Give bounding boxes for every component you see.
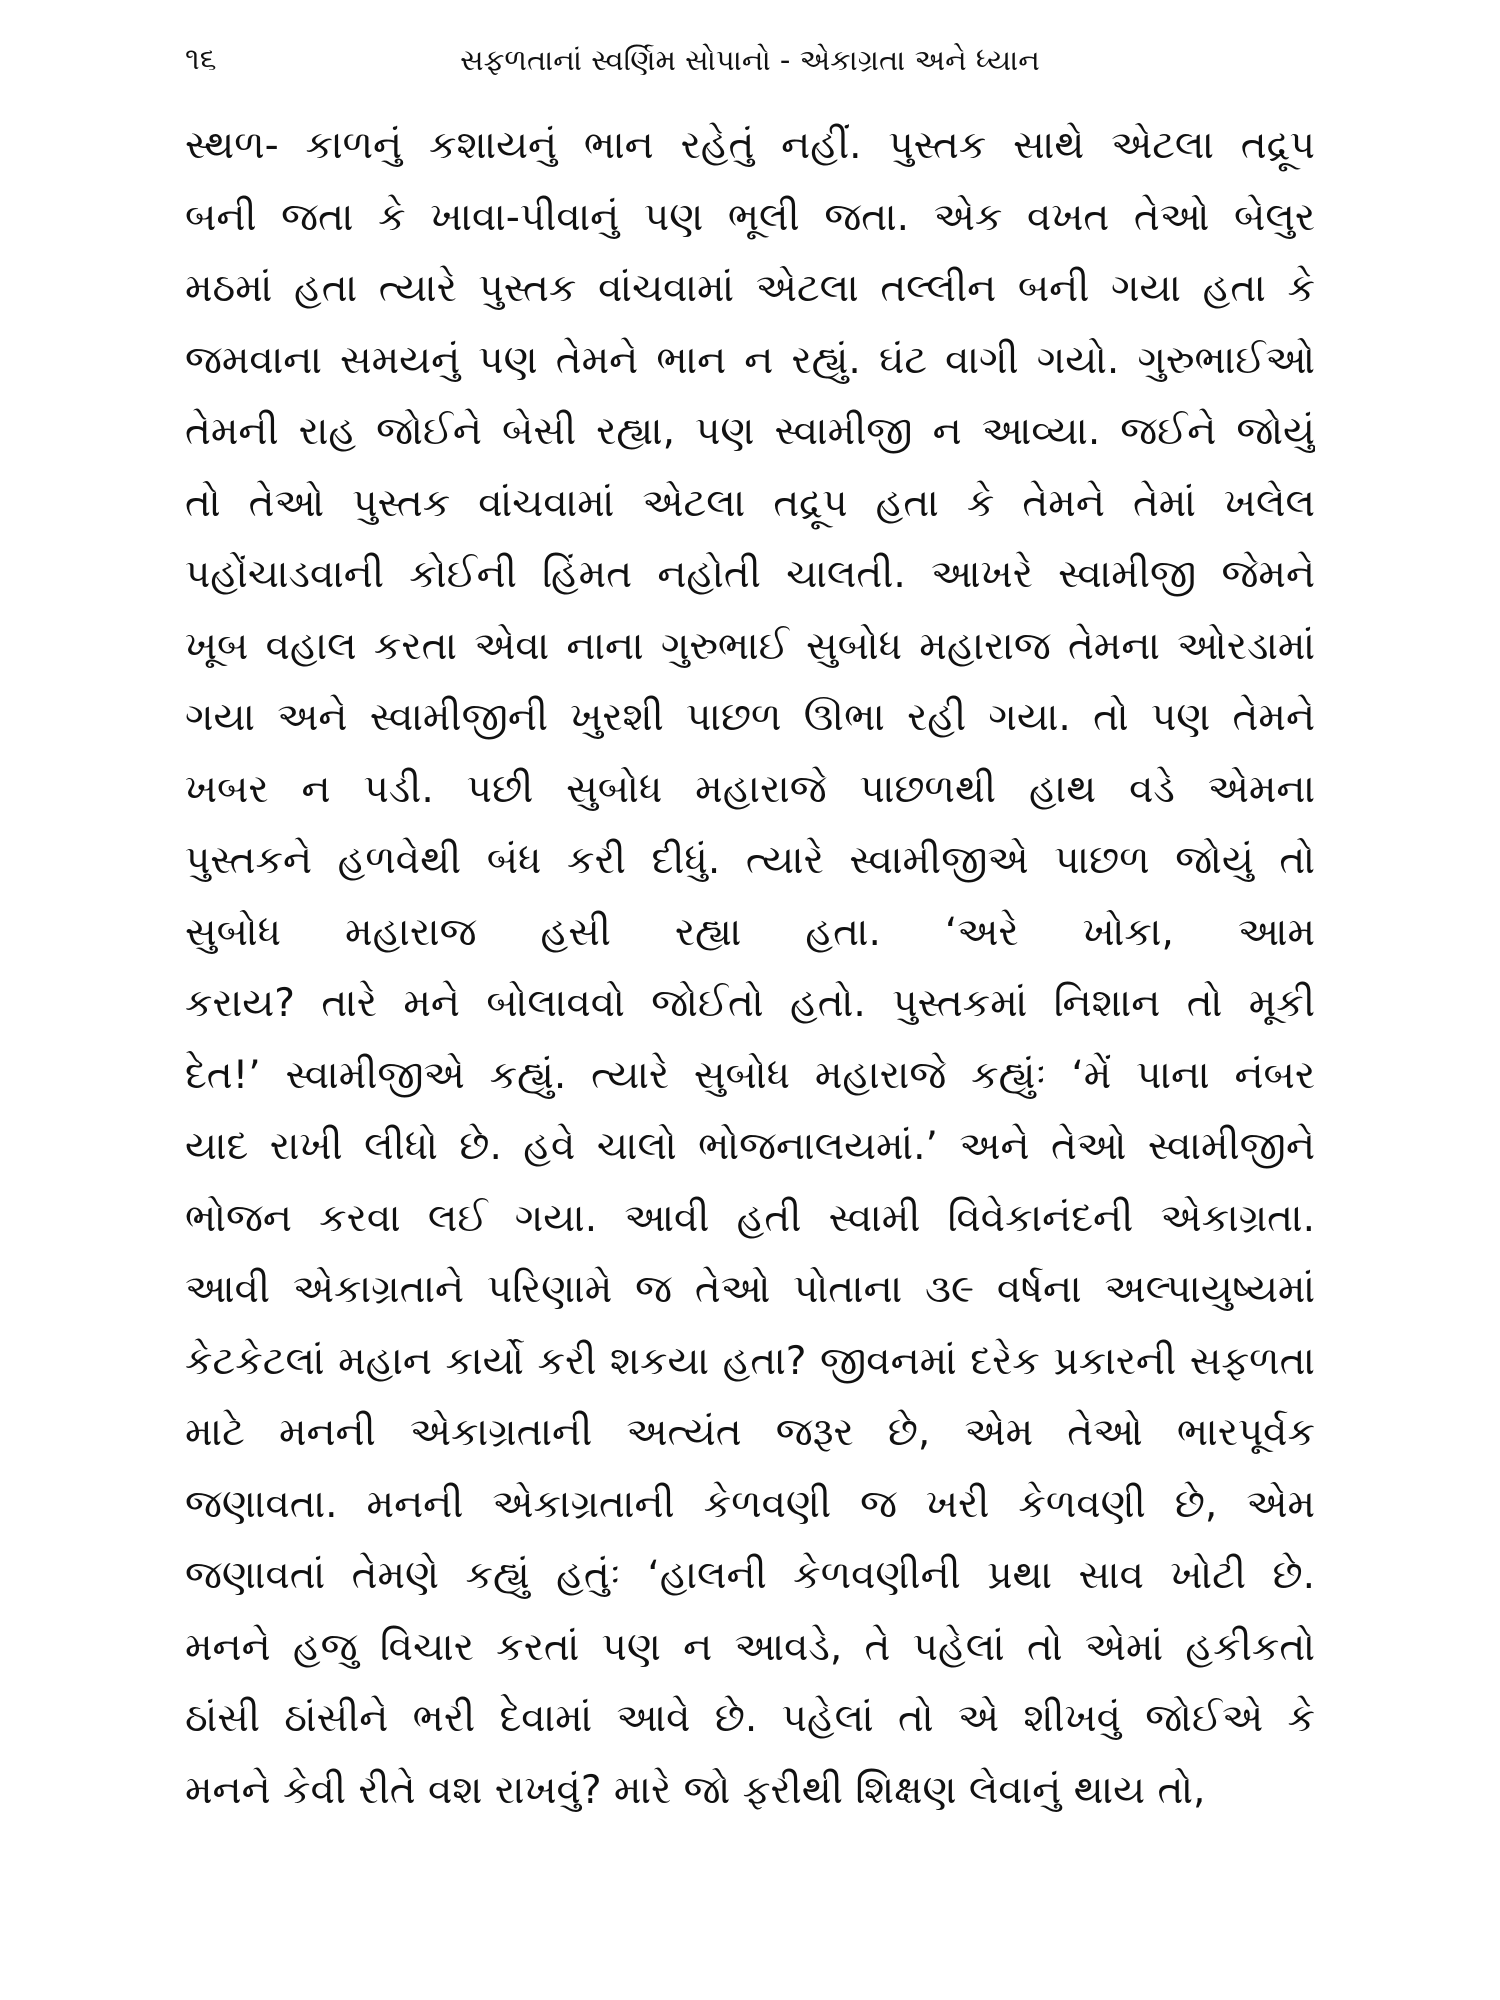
text-line: આવી એકાગ્રતાને પરિણામે જ તેઓ પોતાના ૩૯ વર્ષના અલ્પાયુષ્યમાં: [185, 1267, 1315, 1312]
text-line: કરાય? તારે મને બોલાવવો જોઈતો હતો. પુસ્તકમાં નિશાન તો મૂકી: [185, 981, 1315, 1026]
page-number: ૧૬: [185, 42, 217, 77]
body-paragraph: [185, 110, 1315, 1826]
text-line: ભોજન કરવા લઈ ગયા. આવી હતી સ્વામી વિવેકાનંદની એકાગ્રતા.: [185, 1195, 1315, 1241]
text-line: કેટકેટલાં મહાન કાર્યો કરી શકયા હતા? જીવનમાં દરેક પ્રકારની સફળતા: [185, 1338, 1315, 1384]
text-line: જમવાના સમયનું પણ તેમને ભાન ન રહ્યું. ઘંટ વાગી ગયો. ગુરુભાઈઓ: [185, 337, 1315, 383]
text-line: પુસ્તકને હળવેથી બંધ કરી દીધું. ત્યારે સ્વામીજીએ પાછળ જોયું તો: [185, 838, 1315, 883]
page-header: [185, 38, 1315, 82]
text-line: ઠાંસી ઠાંસીને ભરી દેવામાં આવે છે. પહેલાં તો એ શીખવું જોઈએ કે: [185, 1696, 1315, 1741]
text-line: દેત!’ સ્વામીજીએ કહ્યું. ત્યારે સુબોધ મહારાજે કહ્યુંઃ ‘મેં પાના નંબર: [185, 1052, 1315, 1098]
text-line: તો તેઓ પુસ્તક વાંચવામાં એટલા તદ્રૂપ હતા કે તેમને તેમાં ખલેલ: [185, 480, 1315, 526]
text-line: મનને હજુ વિચાર કરતાં પણ ન આવડે, તે પહેલાં તો એમાં હકીકતો: [185, 1624, 1315, 1670]
text-line: બની જતા કે ખાવા-પીવાનું પણ ભૂલી જતા. એક વખત તેઓ બેલુર: [185, 194, 1315, 240]
text-line: જણાવતાં તેમણે કહ્યું હતુંઃ ‘હાલની કેળવણીની પ્રથા સાવ ખોટી છે.: [185, 1553, 1315, 1598]
text-line: મનને કેવી રીતે વશ રાખવું? મારે જો ફરીથી શિક્ષણ લેવાનું થાય તો,: [185, 1767, 1206, 1813]
text-line: પહોંચાડવાની કોઈની હિંમત નહોતી ચાલતી. આખરે સ્વામીજી જેમને: [185, 552, 1315, 597]
text-line: જણાવતા. મનની એકાગ્રતાની કેળવણી જ ખરી કેળવણી છે, એમ: [185, 1481, 1315, 1527]
text-line: માટે મનની એકાગ્રતાની અત્યંત જરૂર છે, એમ તેઓ ભારપૂર્વક: [185, 1410, 1315, 1455]
text-line: સ્થળ- કાળનું કશાયનું ભાન રહેતું નહીં. પુસ્તક સાથે એટલા તદ્રૂપ: [185, 123, 1315, 168]
text-line: તેમની રાહ જોઈને બેસી રહ્યા, પણ સ્વામીજી ન આવ્યા. જઈને જોયું: [185, 409, 1315, 454]
running-title: સફળતાનાં સ્વર્ણિમ સોપાનો - એકાગ્રતા અને ધ્યાન: [460, 42, 1040, 77]
text-line: ખબર ન પડી. પછી સુબોધ મહારાજે પાછળથી હાથ વડે એમના: [185, 766, 1315, 812]
text-line: ગયા અને સ્વામીજીની ખુરશી પાછળ ઊભા રહી ગયા. તો પણ તેમને: [185, 695, 1315, 740]
text-line: સુબોધ મહારાજ હસી રહ્યા હતા. ‘અરે ખોકા, આમ: [185, 909, 1315, 955]
text-line: ખૂબ વહાલ કરતા એવા નાના ગુરુભાઈ સુબોધ મહારાજ તેમના ઓરડામાં: [185, 623, 1315, 669]
text-line: મઠમાં હતા ત્યારે પુસ્તક વાંચવામાં એટલા તલ્લીન બની ગયા હતા કે: [185, 266, 1315, 311]
text-line: યાદ રાખી લીધો છે. હવે ચાલો ભોજનાલયમાં.’ અને તેઓ સ્વામીજીને: [185, 1124, 1315, 1169]
